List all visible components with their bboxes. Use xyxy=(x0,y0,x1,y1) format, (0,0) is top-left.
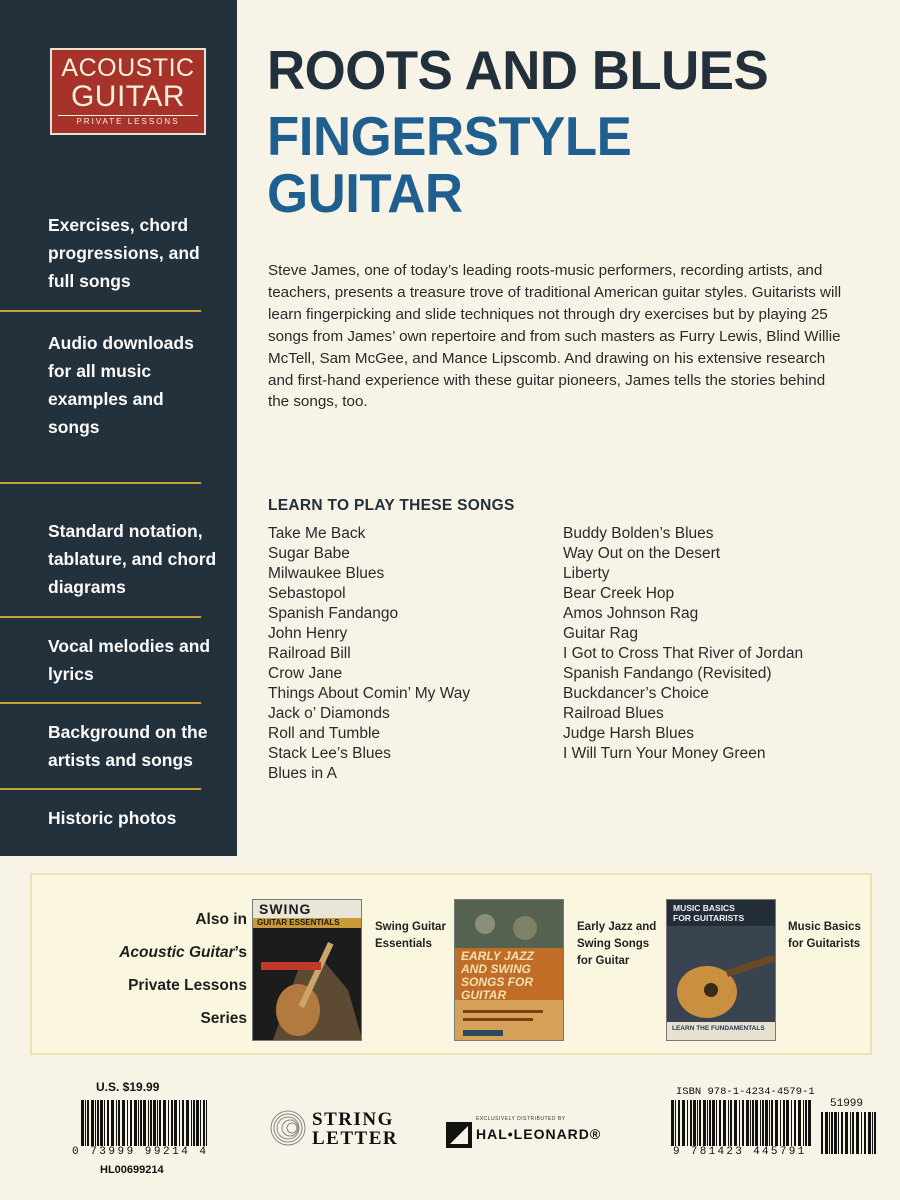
barcode-bar xyxy=(719,1100,721,1146)
logo-line1: ACOUSTIC xyxy=(61,54,195,82)
barcode-bar xyxy=(138,1100,139,1146)
book-title-line2: FINGERSTYLE xyxy=(267,105,632,167)
barcode-bar xyxy=(742,1100,744,1146)
cover1-line2: GUITAR ESSENTIALS xyxy=(257,918,340,927)
barcode-bar xyxy=(95,1100,96,1146)
series-label xyxy=(72,903,247,1035)
barcode-bar xyxy=(762,1100,764,1146)
price: U.S. $19.99 xyxy=(96,1080,160,1094)
feature-divider xyxy=(0,702,201,704)
acoustic-guitar-logo xyxy=(50,48,206,135)
barcode-bar xyxy=(690,1100,692,1146)
book-cover-music-basics xyxy=(666,899,776,1041)
feature-item: Audio downloads for all music examples and songs xyxy=(48,333,194,437)
barcode-bar xyxy=(671,1100,674,1146)
barcode-bar xyxy=(675,1100,676,1146)
barcode-bar xyxy=(107,1100,109,1146)
songs-heading: LEARN TO PLAY THESE SONGS xyxy=(268,497,515,514)
barcode-bar xyxy=(845,1112,848,1154)
book-cover-swing-guitar xyxy=(252,899,362,1041)
barcode-bar xyxy=(856,1112,859,1154)
song-item: Railroad Bill xyxy=(268,645,351,662)
series-label-line2 xyxy=(72,936,247,969)
song-item: Way Out on the Desert xyxy=(563,545,721,562)
feature-item: Background on the artists and songs xyxy=(48,722,208,770)
barcode-bar xyxy=(803,1100,804,1146)
barcode-bar xyxy=(150,1100,152,1146)
barcode-bar xyxy=(687,1100,688,1146)
barcode-bar xyxy=(100,1100,103,1146)
song-item: John Henry xyxy=(268,625,348,642)
barcode-bar xyxy=(143,1100,146,1146)
cover2-line3: SONGS FOR xyxy=(461,975,534,989)
barcode-bar xyxy=(163,1100,166,1146)
barcode-bar xyxy=(872,1112,873,1154)
hl-product-code: HL00699214 xyxy=(100,1164,164,1176)
book-description: Steve James, one of today’s leading roots-music performers, recording artists, and teachers, presents a treasure trove of traditional American guitar styles. Guitarists will learn fingerpicking and slide techniques not through dry exercises but by playing 25 songs from James’ own repertoire and from such masters as Furry Lewis, Blind Willie McTell, Sam McGee, and Mance Lipscomb. And drawing on his extensive research and first-hand experience with these guitar pioneers, James tells the stories behind the songs, too. xyxy=(268,262,842,411)
series-label-line1: Also in xyxy=(195,911,247,928)
barcode-bar xyxy=(186,1100,189,1146)
barcode-bar xyxy=(734,1100,737,1146)
isbn-digits: 9 781423 445791 xyxy=(673,1146,807,1158)
barcode-bar xyxy=(153,1100,156,1146)
barcode-bar xyxy=(716,1100,717,1146)
feature-divider xyxy=(0,788,201,790)
song-item: Stack Lee’s Blues xyxy=(268,745,391,762)
barcode-bar xyxy=(852,1112,854,1154)
upc-barcode-icon xyxy=(80,1100,208,1146)
string-letter-line2: LETTER xyxy=(312,1128,399,1149)
sidebar xyxy=(0,0,237,856)
barcode-bar xyxy=(861,1112,862,1154)
barcode-bar xyxy=(140,1100,142,1146)
series-band xyxy=(30,873,872,1055)
barcode-bar xyxy=(750,1100,751,1146)
barcode-bar xyxy=(200,1100,201,1146)
song-list-column-2 xyxy=(563,524,803,764)
barcode-bar xyxy=(678,1100,680,1146)
barcode-bar xyxy=(821,1112,823,1154)
string-letter-text xyxy=(312,1110,398,1148)
book-title-music-basics: Music Basics for Guitarists xyxy=(788,921,861,950)
barcode-bar xyxy=(87,1100,89,1146)
barcode-bar xyxy=(104,1100,105,1146)
price-addon-number: 51999 xyxy=(830,1098,864,1110)
barcode-bar xyxy=(838,1112,839,1154)
barcode-bar xyxy=(171,1100,173,1146)
song-item: Milwaukee Blues xyxy=(268,565,385,582)
song-item: Sebastopol xyxy=(268,585,346,602)
barcode-bar xyxy=(771,1100,773,1146)
series-label-italic: Acoustic Guitar xyxy=(119,944,235,961)
barcode-bar xyxy=(159,1100,161,1146)
barcode-bar xyxy=(712,1100,715,1146)
barcode-bar xyxy=(728,1100,729,1146)
barcode-bar xyxy=(148,1100,149,1146)
song-item: Crow Jane xyxy=(268,665,343,682)
series-label-suffix: ’s xyxy=(234,944,247,961)
cover3-line3: LEARN THE FUNDAMENTALS xyxy=(672,1025,765,1032)
song-list-column-1 xyxy=(268,524,470,784)
cover2-title xyxy=(461,950,534,1002)
book-title-early-jazz: Early Jazz and Swing Songs for Guitar xyxy=(577,921,657,967)
barcode-bar xyxy=(831,1112,833,1154)
addon-barcode-icon xyxy=(820,1112,878,1154)
string-letter-line1: STRING xyxy=(312,1109,394,1130)
song-item: Take Me Back xyxy=(268,525,366,542)
barcode-bar xyxy=(682,1100,685,1146)
string-letter-logo xyxy=(268,1108,413,1152)
barcode-bar xyxy=(97,1100,99,1146)
barcode-bar xyxy=(703,1100,706,1146)
barcode-bar xyxy=(786,1100,789,1146)
barcode-bar xyxy=(174,1100,177,1146)
book-title-line2-3 xyxy=(267,105,632,224)
barcode-bar xyxy=(122,1100,125,1146)
series-label-line3: Private Lessons xyxy=(128,977,247,994)
feature-item: Exercises, chord progressions, and full songs xyxy=(48,215,200,291)
barcode-bar xyxy=(191,1100,192,1146)
distributed-by-text: EXCLUSIVELY DISTRIBUTED BY xyxy=(476,1116,566,1122)
song-item: Amos Johnson Rag xyxy=(563,605,699,622)
barcode-bar xyxy=(91,1100,94,1146)
feature-item: Standard notation, tablature, and chord diagrams xyxy=(48,521,217,597)
hal-leonard-logo xyxy=(443,1116,633,1156)
barcode-bar xyxy=(206,1100,207,1146)
barcode-bar xyxy=(783,1100,785,1146)
barcode-bar xyxy=(765,1100,768,1146)
cover3-line1: MUSIC BASICS xyxy=(673,903,735,913)
isbn-barcode-icon xyxy=(670,1100,812,1146)
feature-divider xyxy=(0,482,201,484)
barcode-bar xyxy=(116,1100,117,1146)
barcode-bar xyxy=(697,1100,698,1146)
upc-digits: 0 73999 99214 4 xyxy=(72,1146,209,1158)
song-item: Roll and Tumble xyxy=(268,725,381,742)
barcode-bar xyxy=(769,1100,770,1146)
barcode-bar xyxy=(829,1112,830,1154)
barcode-bar xyxy=(805,1100,807,1146)
song-item: Judge Harsh Blues xyxy=(563,725,694,742)
song-item: Guitar Rag xyxy=(563,625,638,642)
barcode-bar xyxy=(193,1100,195,1146)
feature-divider xyxy=(0,310,201,312)
barcode-bar xyxy=(157,1100,158,1146)
song-item: Spanish Fandango (Revisited) xyxy=(563,665,772,682)
barcode-bar xyxy=(760,1100,761,1146)
feature-item: Historic photos xyxy=(48,808,177,828)
song-item: Blues in A xyxy=(268,765,337,782)
feature-item: Vocal melodies and lyrics xyxy=(48,636,211,684)
barcode-bar xyxy=(808,1100,811,1146)
barcode-bar xyxy=(85,1100,86,1146)
logo-line3: PRIVATE LESSONS xyxy=(58,115,198,128)
barcode-bar xyxy=(850,1112,851,1154)
barcode-bar xyxy=(118,1100,120,1146)
barcode-bar xyxy=(746,1100,749,1146)
barcode-bar xyxy=(874,1112,876,1154)
barcode-bar xyxy=(81,1100,84,1146)
cover2-line2: AND SWING xyxy=(461,962,531,976)
cover3-line2: FOR GUITARISTS xyxy=(673,913,745,923)
song-item: I Got to Cross That River of Jordan xyxy=(563,645,804,662)
barcode-bar xyxy=(755,1100,758,1146)
song-item: Liberty xyxy=(563,565,610,582)
song-item: Buddy Bolden’s Blues xyxy=(563,525,714,542)
song-item: Bear Creek Hop xyxy=(563,585,675,602)
book-title-swing: Swing Guitar Essentials xyxy=(375,921,446,950)
feature-divider xyxy=(0,616,201,618)
barcode-bar xyxy=(196,1100,199,1146)
barcode-bar xyxy=(752,1100,754,1146)
barcode-bar xyxy=(111,1100,114,1146)
barcode-bar xyxy=(825,1112,828,1154)
barcode-bar xyxy=(868,1112,871,1154)
barcode-bar xyxy=(780,1100,781,1146)
barcode-bar xyxy=(794,1100,796,1146)
barcode-bar xyxy=(775,1100,778,1146)
barcode-bar xyxy=(203,1100,205,1146)
song-item: Jack o’ Diamonds xyxy=(268,705,390,722)
cover2-line1: EARLY JAZZ xyxy=(461,949,534,963)
hal-leonard-mark-icon xyxy=(446,1122,472,1148)
barcode-bar xyxy=(723,1100,726,1146)
book-title-line1: ROOTS AND BLUES xyxy=(267,39,769,101)
song-item: Spanish Fandango xyxy=(268,605,399,622)
barcode-bar xyxy=(864,1112,866,1154)
book-cover-early-jazz xyxy=(454,899,564,1041)
barcode-bar xyxy=(134,1100,137,1146)
barcode-bar xyxy=(699,1100,701,1146)
barcode-bar xyxy=(693,1100,696,1146)
song-item: I Will Turn Your Money Green xyxy=(563,745,766,762)
barcode-bar xyxy=(798,1100,801,1146)
cover2-line4: GUITAR xyxy=(461,988,507,1002)
barcode-bar xyxy=(834,1112,837,1154)
cover3-title xyxy=(673,903,744,923)
barcode-bar xyxy=(130,1100,132,1146)
barcode-bar xyxy=(841,1112,843,1154)
barcode-bar xyxy=(707,1100,708,1146)
book-title-line3: GUITAR xyxy=(267,162,463,224)
logo-line2: GUITAR xyxy=(70,80,186,113)
barcode-bar xyxy=(179,1100,180,1146)
song-item: Railroad Blues xyxy=(563,705,664,722)
barcode-bar xyxy=(168,1100,169,1146)
isbn-text: ISBN 978-1-4234-4579-1 xyxy=(676,1086,815,1098)
song-item: Sugar Babe xyxy=(268,545,350,562)
barcode-bar xyxy=(127,1100,128,1146)
barcode-bar xyxy=(182,1100,184,1146)
barcode-bar xyxy=(739,1100,740,1146)
song-item: Things About Comin’ My Way xyxy=(268,685,471,702)
barcode-bar xyxy=(791,1100,792,1146)
song-item: Buckdancer’s Choice xyxy=(563,685,709,702)
cover1-line1: SWING xyxy=(259,901,312,917)
series-label-line4: Series xyxy=(200,1010,247,1027)
hal-leonard-text: HAL•LEONARD® xyxy=(476,1126,602,1142)
string-letter-swirl-icon xyxy=(268,1108,308,1148)
barcode-bar xyxy=(730,1100,732,1146)
barcode-bar xyxy=(709,1100,711,1146)
